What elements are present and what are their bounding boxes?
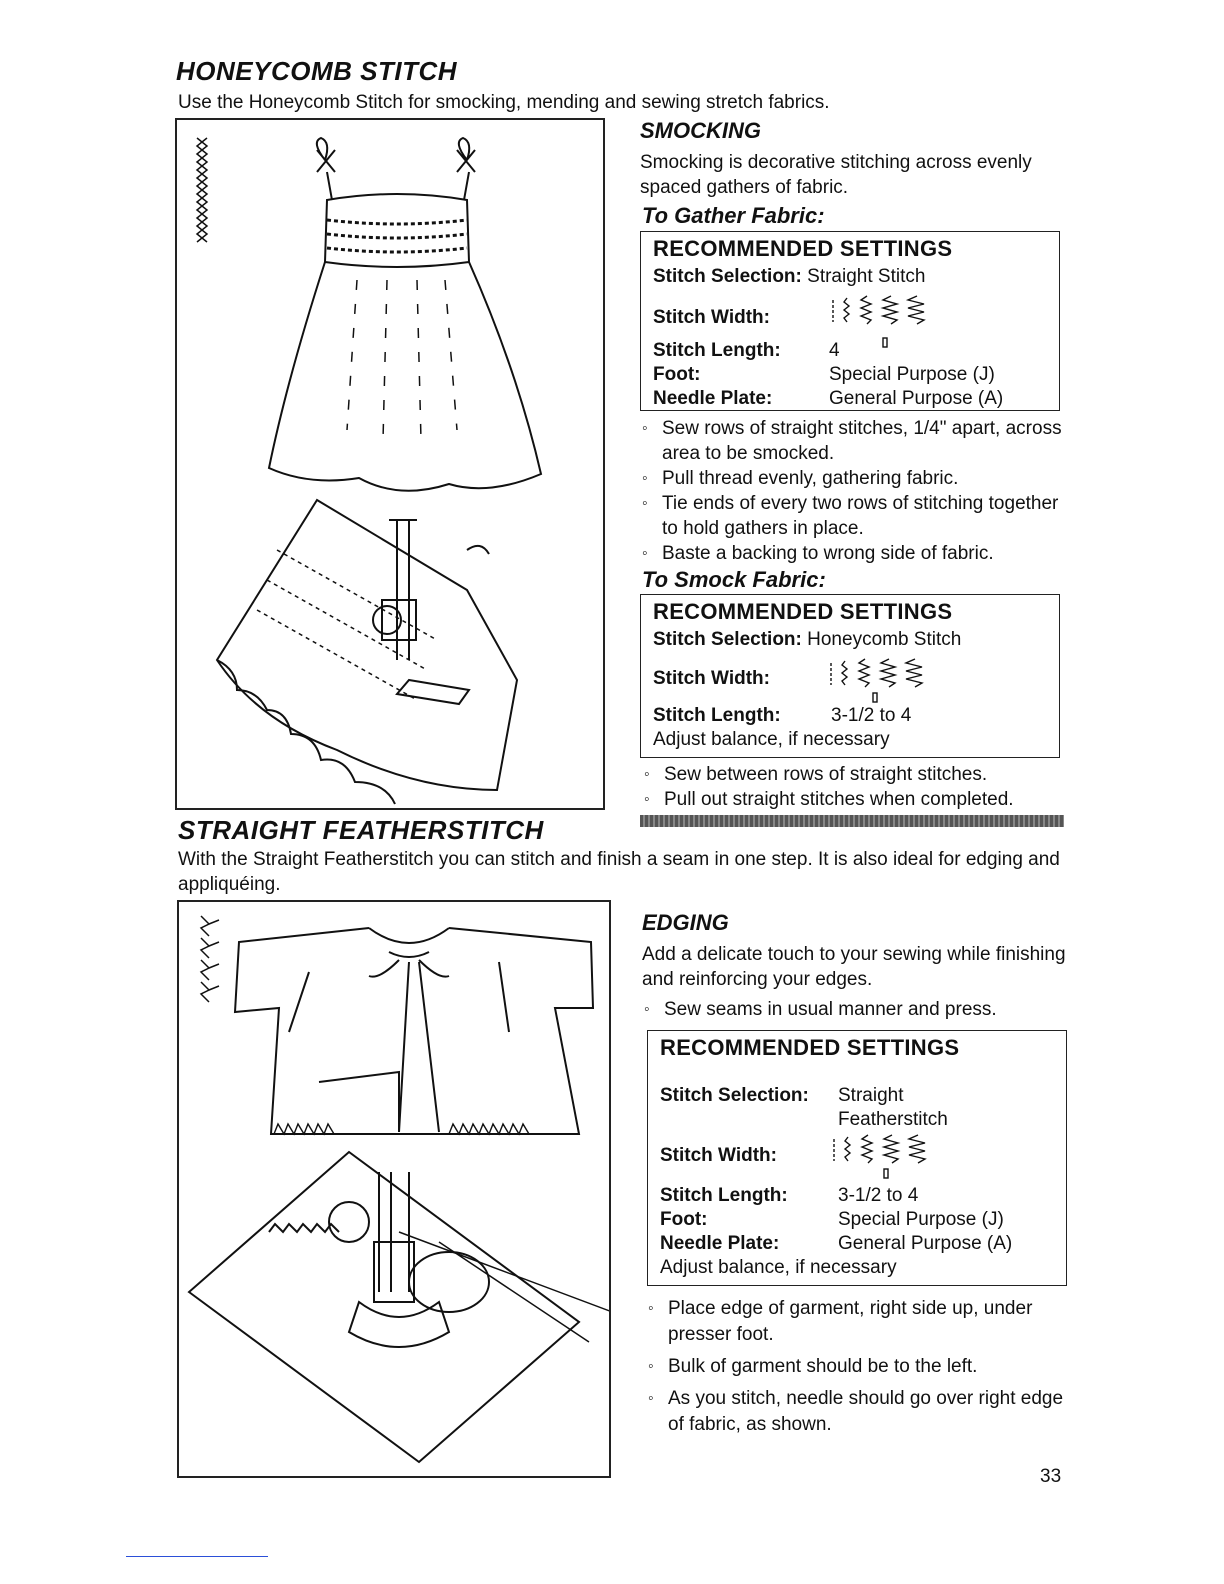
list-item: ◦ Sew rows of straight stitches, 1/4" apart, across area to be smocked. <box>638 416 1064 466</box>
stitch-width-icon <box>829 294 949 352</box>
gather-length-label: Stitch Length: <box>653 340 781 361</box>
gather-bullets <box>638 416 1064 566</box>
gather-title: To Gather Fabric: <box>642 203 825 228</box>
smock-settings-box <box>640 594 1060 758</box>
smock-adjust: Adjust balance, if necessary <box>653 729 890 750</box>
gather-settings-box <box>640 231 1060 411</box>
list-item: ◦ As you stitch, needle should go over right edge of fabric, as shown. <box>644 1386 1068 1438</box>
list-item: ◦ Pull thread evenly, gathering fabric. <box>638 466 1064 491</box>
edging-bullets <box>640 997 1066 1022</box>
feather-plate-label: Needle Plate: <box>660 1233 780 1254</box>
page-number: 33 <box>1040 1466 1062 1487</box>
smock-length-label: Stitch Length: <box>653 705 781 726</box>
featherstitch-intro: With the Straight Featherstitch you can stitch and finish a seam in one step. It is also ideal for edging and appliquéing. <box>178 849 1060 895</box>
smock-selection-label: Stitch Selection: <box>653 629 802 650</box>
smocking-title: SMOCKING <box>640 118 761 143</box>
smock-title: To Smock Fabric: <box>642 567 826 592</box>
section-divider <box>640 815 1064 827</box>
feather-bullets <box>644 1296 1068 1438</box>
feather-selection-value-2: Featherstitch <box>838 1109 948 1130</box>
feather-adjust: Adjust balance, if necessary <box>660 1257 897 1278</box>
edging-title: EDGING <box>642 910 729 935</box>
feather-foot-label: Foot: <box>660 1209 708 1230</box>
stitch-width-icon <box>827 657 947 707</box>
list-item: ◦ Sew seams in usual manner and press. <box>640 997 1066 1022</box>
smock-settings-title: RECOMMENDED SETTINGS <box>653 599 953 624</box>
honeycomb-stitch-icon <box>197 138 207 242</box>
feather-foot-value: Special Purpose (J) <box>838 1209 1004 1230</box>
feather-length-label: Stitch Length: <box>660 1185 788 1206</box>
honeycomb-intro: Use the Honeycomb Stitch for smocking, mending and sewing stretch fabrics. <box>178 92 830 113</box>
feather-length-value: 3-1/2 to 4 <box>838 1185 919 1206</box>
gather-foot-value: Special Purpose (J) <box>829 364 995 385</box>
smocking-text: Smocking is decorative stitching across evenly spaced gathers of fabric. <box>640 152 1032 198</box>
gather-width-label: Stitch Width: <box>653 307 770 328</box>
featherstitch-title: STRAIGHT FEATHERSTITCH <box>178 815 544 845</box>
list-item: ◦ Place edge of garment, right side up, under presser foot. <box>644 1296 1068 1348</box>
gather-selection-label: Stitch Selection: <box>653 266 802 287</box>
gather-selection-value: Straight Stitch <box>807 266 926 287</box>
feather-width-label: Stitch Width: <box>660 1145 777 1166</box>
list-item: ◦ Sew between rows of straight stitches. <box>640 762 1066 787</box>
feather-settings-title: RECOMMENDED SETTINGS <box>660 1035 960 1060</box>
feather-plate-value: General Purpose (A) <box>838 1233 1013 1254</box>
smock-selection-value: Honeycomb Stitch <box>807 629 962 650</box>
featherstitch-icon <box>201 916 219 1002</box>
smock-bullets <box>640 762 1066 812</box>
dress-smocking-drawing <box>177 120 603 808</box>
gather-plate-value: General Purpose (A) <box>829 388 1004 409</box>
list-item: ◦ Tie ends of every two rows of stitching together to hold gathers in place. <box>638 491 1064 541</box>
honeycomb-illustration <box>175 118 605 810</box>
jacket-edging-drawing <box>179 902 609 1476</box>
gather-length-value: 4 <box>829 340 840 361</box>
featherstitch-illustration <box>177 900 611 1478</box>
smock-width-label: Stitch Width: <box>653 668 770 689</box>
gather-settings-title: RECOMMENDED SETTINGS <box>653 236 953 261</box>
list-item: ◦ Baste a backing to wrong side of fabric. <box>638 541 1064 566</box>
feather-selection-value-1: Straight <box>838 1085 904 1106</box>
edging-text: Add a delicate touch to your sewing while finishing and reinforcing your edges. <box>642 944 1066 990</box>
gather-plate-label: Needle Plate: <box>653 388 773 409</box>
smock-length-value: 3-1/2 to 4 <box>831 705 912 726</box>
honeycomb-title: HONEYCOMB STITCH <box>176 56 457 86</box>
feather-selection-label: Stitch Selection: <box>660 1085 809 1106</box>
footer-line <box>126 1556 268 1557</box>
stitch-width-icon <box>830 1133 950 1183</box>
list-item: ◦ Pull out straight stitches when completed. <box>640 787 1066 812</box>
gather-foot-label: Foot: <box>653 364 701 385</box>
feather-settings-box <box>647 1030 1067 1286</box>
list-item: ◦ Bulk of garment should be to the left. <box>644 1354 1068 1380</box>
